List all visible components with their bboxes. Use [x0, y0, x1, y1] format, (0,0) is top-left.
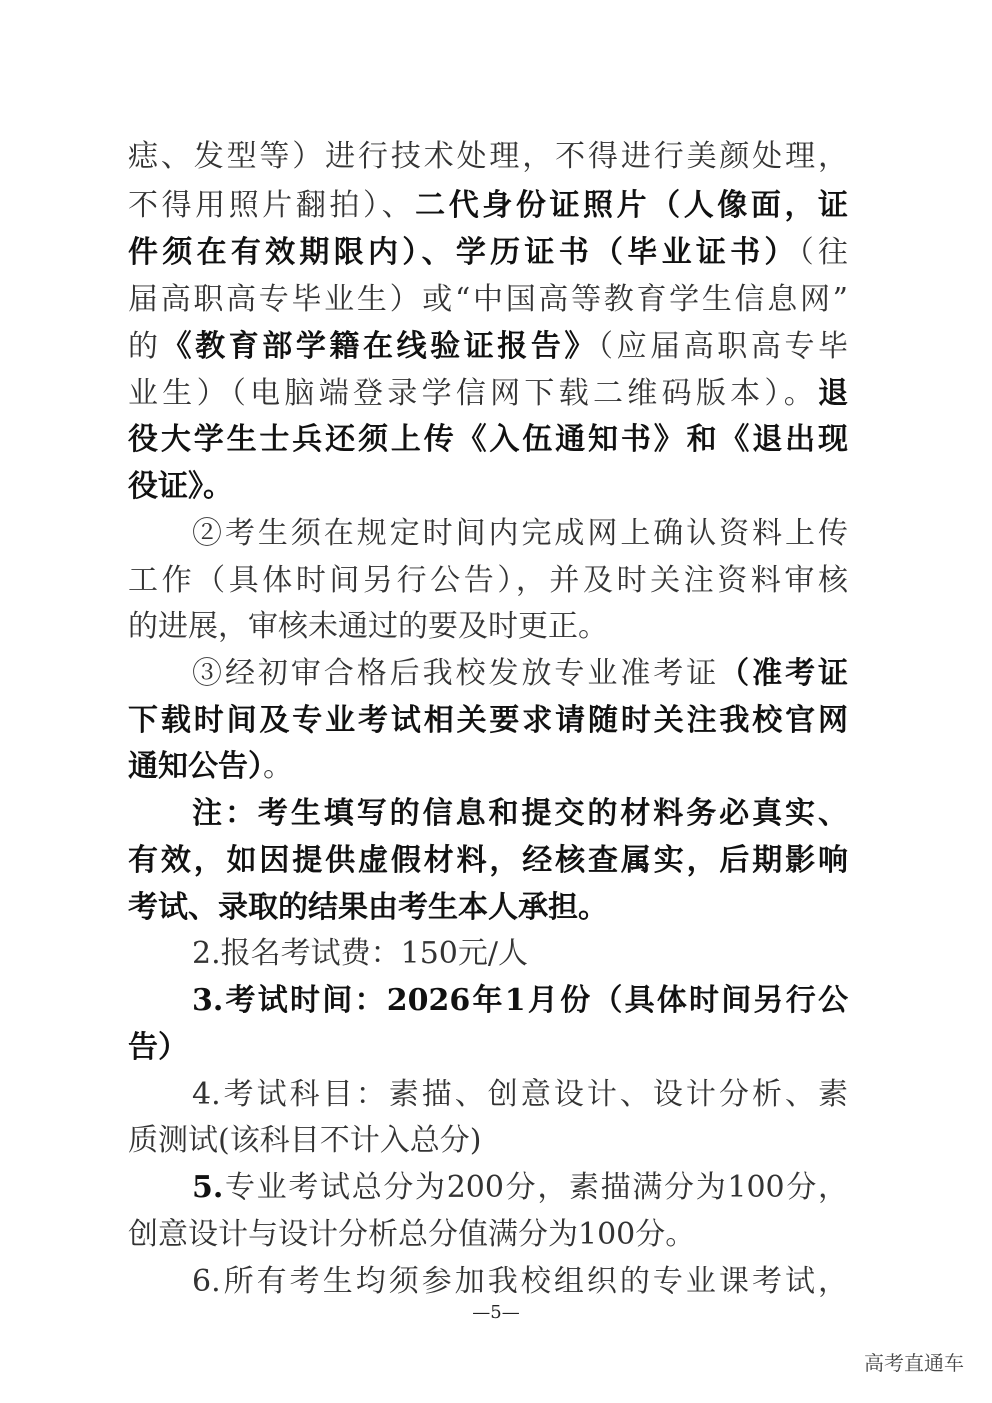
text-segment: 6.所有考生均须参加我校组织的专业课考试， — [192, 1264, 848, 1299]
text-line — [128, 186, 848, 226]
text-segment: 的进展，审核未通过的要及时更正。 — [128, 609, 608, 644]
text-line — [192, 1262, 848, 1302]
text-line — [128, 841, 848, 881]
text-segment: 二代身份证照片（人像面，证 — [415, 188, 849, 223]
text-line — [192, 794, 848, 834]
text-segment: （应届高职高专毕 — [598, 329, 849, 364]
text-segment: （准考证 — [719, 656, 849, 691]
text-line — [192, 1075, 848, 1115]
text-segment: 的 — [128, 329, 162, 364]
text-segment: 专业考试总分为200分，素描满分为100分， — [223, 1170, 848, 1205]
text-line — [128, 701, 848, 741]
text-line — [128, 233, 848, 273]
text-line — [128, 607, 848, 647]
text-segment: 考试、录取的结果由考生本人承担。 — [128, 890, 608, 925]
text-segment: 4.考试科目：素描、创意设计、设计分析、素 — [192, 1077, 848, 1112]
text-segment: 役大学生士兵还须上传《入伍通知书》和《退出现 — [128, 422, 848, 457]
page-number: —5— — [472, 1302, 520, 1323]
text-line — [128, 374, 848, 414]
text-segment: 2.报名考试费：150元/人 — [192, 936, 528, 971]
text-line — [128, 561, 848, 601]
text-segment: 3.考试时间：2026年1月份 — [192, 983, 593, 1018]
text-line — [128, 467, 848, 507]
text-line — [192, 514, 848, 554]
text-segment: 役证》。 — [128, 469, 233, 504]
text-segment: 痣、发型等）进行技术处理，不得进行美颜处理， — [128, 139, 848, 174]
text-segment: 工作（具体时间另行公告），并及时关注资料审核 — [128, 563, 848, 598]
text-segment: 通知公告） — [128, 749, 263, 784]
text-line — [128, 888, 848, 928]
text-line — [128, 137, 848, 177]
text-segment: 业生）（电脑端登录学信网下载二维码版本）。 — [128, 376, 818, 411]
watermark-text: 高考直通车 — [864, 1351, 964, 1375]
text-segment: （具体时间另行公 — [592, 983, 848, 1018]
text-line — [192, 934, 848, 974]
text-line — [128, 1215, 848, 1255]
text-segment: 质测试(该科目不计入总分) — [128, 1123, 482, 1158]
text-segment: 有效，如因提供虚假材料，经核查属实，后期影响 — [128, 843, 848, 878]
text-line — [192, 1168, 848, 1208]
text-segment: 《教育部学籍在线验证报告》 — [161, 329, 599, 364]
text-segment: 不得用照片翻拍）、 — [128, 188, 416, 223]
text-line — [128, 280, 848, 320]
text-line — [192, 654, 848, 694]
text-line — [128, 420, 848, 460]
text-segment: 下载时间及专业考试相关要求请随时关注我校官网 — [128, 703, 848, 738]
text-segment: ③经初审合格后我校发放专业准考证 — [192, 656, 720, 691]
text-segment: 告） — [128, 1030, 188, 1065]
text-segment: 。 — [263, 749, 293, 784]
text-line — [192, 981, 848, 1021]
text-segment: 注：考生填写的信息和提交的材料务必真实、 — [192, 796, 848, 831]
text-line — [128, 1121, 848, 1161]
text-line — [128, 747, 848, 787]
text-segment: （往 — [798, 235, 849, 270]
text-segment: 5. — [192, 1170, 224, 1205]
text-segment: 退 — [818, 376, 848, 411]
text-segment: 件须在有效期限内）、学历证书（毕业证书） — [128, 235, 799, 270]
text-segment: 届高职高专毕业生）或“中国高等教育学生信息网” — [128, 282, 848, 317]
text-line — [128, 1028, 848, 1068]
text-line — [128, 327, 848, 367]
text-segment: ②考生须在规定时间内完成网上确认资料上传 — [192, 516, 848, 551]
text-segment: 创意设计与设计分析总分值满分为100分。 — [128, 1217, 696, 1252]
